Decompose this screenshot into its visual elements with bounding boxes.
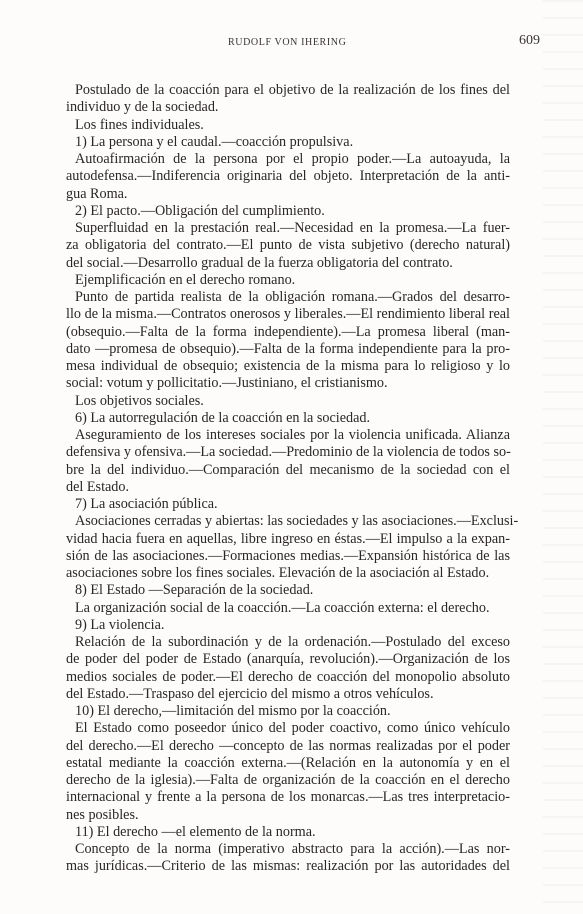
bleed-through-margin	[543, 0, 583, 914]
text-line: Concepto de la norma (imperativo abstracto para la acción).—Las nor-	[75, 841, 510, 857]
text-line: vidad hacia fuera en aquellas, libre ingreso en éstas.—El impulso a la expan-	[66, 530, 510, 547]
text-line: Postulado de la coacción para el objetivo de la realización de los fines del	[75, 82, 510, 98]
text-line: estatal mediante la coacción externa.—(Relación en la autonomía y en el	[66, 754, 510, 771]
text-line: asociaciones sobre los fines sociales. Elevación de la asociación al Estado.	[66, 565, 490, 581]
text-line: del Estado.	[66, 478, 130, 495]
text-line: 7) La asociación pública.	[75, 496, 218, 512]
text-line: Autoafirmación de la persona por el propio poder.—La autoayuda, la	[75, 151, 510, 167]
text-line: Asociaciones cerradas y abiertas: las sociedades y las asociaciones.—Exclusi-	[75, 513, 519, 530]
text-line: 2) El pacto.—Obligación del cumplimiento.	[75, 202, 325, 219]
text-line: Punto de partida realista de la obligación romana.—Grados del desarro-	[75, 289, 510, 305]
text-line: 11) El derecho —el elemento de la norma.	[75, 823, 316, 840]
text-line: za obligatoria del contrato.—El punto de vista subjetivo (derecho natural)	[66, 237, 510, 254]
text-line: Relación de la subordinación y de la ordenación.—Postulado del exceso	[75, 634, 510, 650]
text-line: bre la del individuo.—Comparación del mecanismo de la sociedad con el	[66, 461, 510, 478]
text-line: nes posibles.	[66, 806, 139, 823]
text-line: del social.—Desarrollo gradual de la fuerza obligatoria del contrato.	[66, 254, 453, 271]
text-line: dato —promesa de obsequio).—Falta de la forma independiente para la pro-	[66, 340, 510, 357]
text-line: 6) La autorregulación de la coacción en la sociedad.	[75, 409, 371, 426]
text-line: autodefensa.—Indiferencia originaria del objeto. Interpretación de la anti-	[66, 168, 510, 185]
text-line: del derecho.—El derecho —concepto de las normas realizadas por el poder	[66, 737, 510, 754]
text-line: mesa individual de obsequio; existencia de la misma para lo religioso y lo	[66, 358, 510, 374]
text-line: del Estado.—Traspaso del ejercicio del mismo a otros vehículos.	[66, 685, 434, 702]
text-line: 8) El Estado —Separación de la sociedad.	[75, 582, 314, 599]
text-line: 1) La persona y el caudal.—coacción propulsiva.	[75, 133, 354, 150]
text-line: social: votum y pollicitatio.—Justiniano, el cristianismo.	[66, 375, 388, 392]
text-line: Superfluidad en la prestación real.—Necesidad en la promesa.—La fuer-	[75, 220, 510, 236]
text-line: medios sociales de poder.—El derecho de coacción del monopolio absoluto	[66, 668, 510, 685]
text-line: llo de la misma.—Contratos onerosos y liberales.—El rendimiento liberal real	[66, 306, 510, 323]
running-head: RUDOLF VON IHERING	[228, 37, 347, 48]
text-line: derecho de la iglesia).—Falta de organización de la coacción en el derecho	[66, 772, 510, 788]
text-line: Ejemplificación en el derecho romano.	[75, 271, 296, 288]
text-line: individuo y de la sociedad.	[66, 99, 219, 116]
text-line: Los fines individuales.	[75, 116, 204, 133]
text-line: mas jurídicas.—Criterio de las mismas: realización por las autoridades del	[66, 858, 510, 875]
text-line: La organización social de la coacción.—La coacción externa: el derecho.	[75, 599, 490, 616]
text-line: de poder del poder de Estado (anarquía, revolución).—Organización de los	[66, 651, 510, 668]
text-line: defensiva y ofensiva.—La sociedad.—Predominio de la violencia de todos so-	[66, 444, 511, 461]
text-line: (obsequio.—Falta de la forma independiente).—La promesa liberal (man-	[66, 323, 510, 340]
text-line: 9) La violencia.	[75, 616, 165, 633]
text-line: internacional y frente a la persona de los monarcas.—Las tres interpretacio-	[66, 789, 510, 806]
text-line: sión de las asociaciones.—Formaciones medias.—Expansión histórica de las	[66, 547, 510, 564]
table-of-contents-body	[66, 82, 519, 876]
text-line: 10) El derecho,—limitación del mismo por la coacción.	[75, 703, 391, 719]
text-line: gua Roma.	[66, 185, 128, 202]
page-number: 609	[519, 33, 540, 48]
text-line: El Estado como poseedor único del poder coactivo, como único vehículo	[75, 720, 510, 737]
text-line: Los objetivos sociales.	[75, 392, 204, 409]
text-line: Aseguramiento de los intereses sociales por la violencia unificada. Alianza	[75, 427, 510, 443]
